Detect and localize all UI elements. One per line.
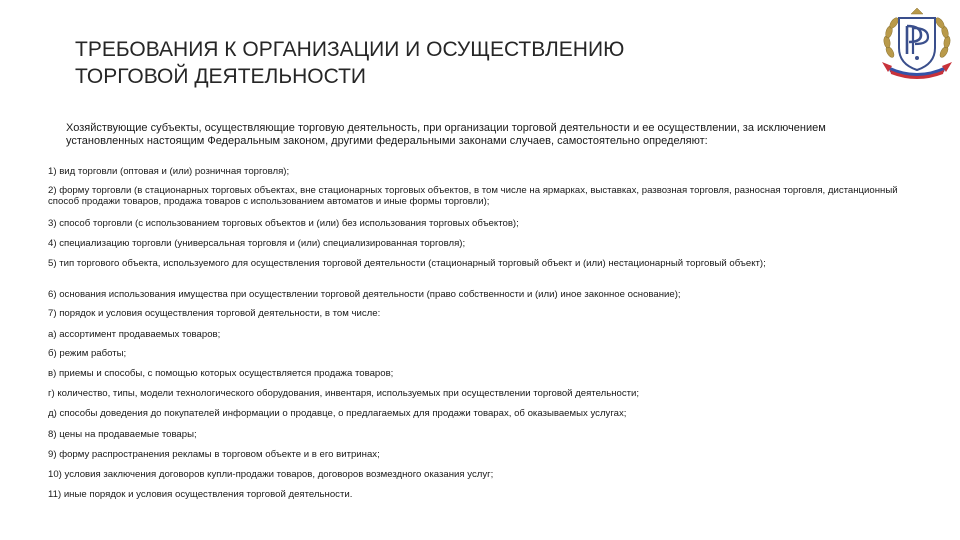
- list-item: 8) цены на продаваемые товары;: [48, 429, 197, 440]
- list-item: 11) иные порядок и условия осуществления торговой деятельности.: [48, 489, 353, 500]
- slide-title-line-1: ТРЕБОВАНИЯ К ОРГАНИЗАЦИИ И ОСУЩЕСТВЛЕНИЮ: [75, 38, 625, 61]
- list-item: д) способы доведения до покупателей информации о продавце, о предлагаемых для продажи товарах, об оказываемых услугах;: [48, 408, 627, 419]
- list-item: 6) основания использования имущества при осуществлении торговой деятельности (право собственности и (или) иное законное основание);: [48, 289, 681, 300]
- list-item: 5) тип торгового объекта, используемого для осуществления торговой деятельности (стационарный торговый объект и (или) нестационарный торговый объект);: [48, 258, 766, 269]
- list-item: 10) условия заключения договоров купли-продажи товаров, договоров возмездного оказания услуг;: [48, 469, 494, 480]
- slide-title-line-2: ТОРГОВОЙ ДЕЯТЕЛЬНОСТИ: [75, 65, 367, 88]
- intro-paragraph: Хозяйствующие субъекты, осуществляющие торговую деятельность, при организации торговой деятельности и ее осуществлении, за исключением установленных настоящим Федеральным законом, другими федеральными законами случаев, самостоятельно определяют:: [66, 122, 826, 147]
- list-item: в) приемы и способы, с помощью которых осуществляется продажа товаров;: [48, 368, 394, 379]
- list-item: 3) способ торговли (с использованием торговых объектов и (или) без использования торговых объектов);: [48, 218, 519, 229]
- list-item: 7) порядок и условия осуществления торговой деятельности, в том числе:: [48, 308, 381, 319]
- list-item: 4) специализацию торговли (универсальная торговля и (или) специализированная торговля);: [48, 238, 466, 249]
- list-item: 1) вид торговли (оптовая и (или) розничная торговля);: [48, 166, 290, 177]
- list-item: 2) форму торговли (в стационарных торговых объектах, вне стационарных торговых объектов, в том числе на ярмарках, выставках, развозная торговля, разносная торговля, дистанционный способ продажи товаров, продажа товаров с использованием автоматов и иные формы торговли);: [48, 185, 898, 207]
- list-item: а) ассортимент продаваемых товаров;: [48, 329, 221, 340]
- list-item: б) режим работы;: [48, 348, 127, 359]
- list-item: г) количество, типы, модели технологического оборудования, инвентаря, используемых при осуществлении торговой деятельности;: [48, 388, 640, 399]
- university-emblem-icon: [878, 4, 956, 82]
- list-item: 9) форму распространения рекламы в торговом объекте и в его витринах;: [48, 449, 380, 460]
- slide-title: [75, 36, 775, 90]
